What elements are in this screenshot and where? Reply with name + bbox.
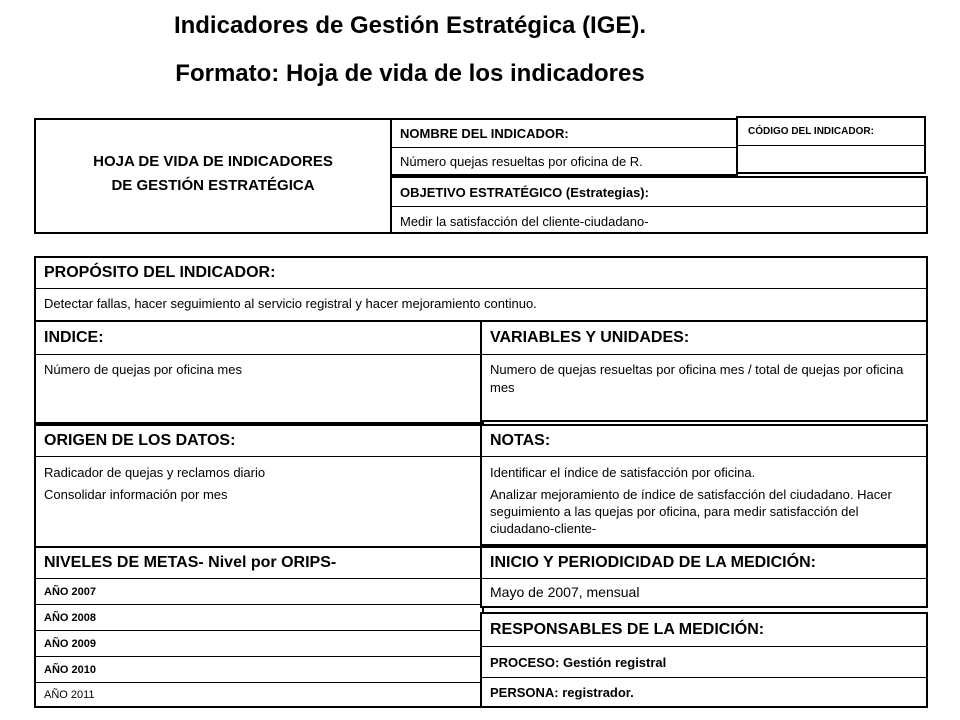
header-box-line1: HOJA DE VIDA DE INDICADORES [93, 153, 333, 170]
metas-year-row: AÑO 2011 [44, 689, 95, 701]
objetivo-label: OBJETIVO ESTRATÉGICO (Estrategias): [400, 184, 649, 200]
notas-line1: Identificar el índice de satisfacción por oficina. [490, 465, 756, 480]
responsables-label: RESPONSABLES DE LA MEDICIÓN: [490, 621, 765, 638]
notas-line2: Analizar mejoramiento de índice de satisfacción del ciudadano. Hacer seguimiento a las quejas por oficina, para medir satisfacción del ciudadano-cliente- [490, 487, 892, 536]
metas-year-row: AÑO 2008 [36, 605, 482, 631]
notas-label: NOTAS: [490, 432, 551, 449]
proposito-section [34, 256, 928, 322]
header-box-line2: DE GESTIÓN ESTRATÉGICA [111, 177, 315, 194]
objetivo-value: Medir la satisfacción del cliente-ciudadano- [400, 214, 649, 229]
page-subtitle: Formato: Hoja de vida de los indicadores [175, 60, 645, 87]
indice-label: INDICE: [44, 329, 104, 346]
variables-section [480, 320, 928, 422]
indice-value: Número de quejas por oficina mes [44, 362, 242, 377]
nombre-section [390, 118, 738, 176]
inicio-section [480, 546, 928, 608]
origen-line1: Radicador de quejas y reclamos diario [44, 465, 266, 480]
proposito-value: Detectar fallas, hacer seguimiento al servicio registral y hacer mejoramiento continuo. [44, 296, 537, 311]
responsables-persona: PERSONA: registrador. [490, 684, 634, 700]
inicio-label: INICIO Y PERIODICIDAD DE LA MEDICIÓN: [490, 554, 816, 571]
variables-label: VARIABLES Y UNIDADES: [490, 329, 690, 346]
metas-section [34, 546, 484, 708]
nombre-label: NOMBRE DEL INDICADOR: [400, 126, 569, 141]
proposito-label: PROPÓSITO DEL INDICADOR: [44, 264, 276, 281]
nombre-value: Número quejas resueltas por oficina de R. [400, 154, 643, 169]
metas-label: NIVELES DE METAS- Nivel por ORIPS- [44, 554, 337, 571]
responsables-section [480, 612, 928, 708]
inicio-value: Mayo de 2007, mensual [490, 584, 640, 600]
codigo-label: CÓDIGO DEL INDICADOR: [748, 126, 874, 137]
objetivo-section [390, 176, 928, 234]
notas-section [480, 424, 928, 546]
page-title: Indicadores de Gestión Estratégica (IGE). [173, 12, 647, 39]
origen-section [34, 424, 484, 548]
origen-label: ORIGEN DE LOS DATOS: [44, 432, 236, 449]
header-box [34, 118, 392, 234]
variables-value: Numero de quejas resueltas por oficina mes / total de quejas por oficina mes [490, 362, 904, 395]
metas-year-row: AÑO 2009 [36, 631, 482, 657]
origen-line2: Consolidar información por mes [44, 487, 228, 502]
metas-year-row: AÑO 2010 [36, 657, 482, 683]
responsables-proceso: PROCESO: Gestión registral [490, 654, 667, 670]
indice-section [34, 320, 484, 424]
codigo-section [736, 116, 926, 174]
metas-year-row: AÑO 2007 [36, 579, 482, 605]
